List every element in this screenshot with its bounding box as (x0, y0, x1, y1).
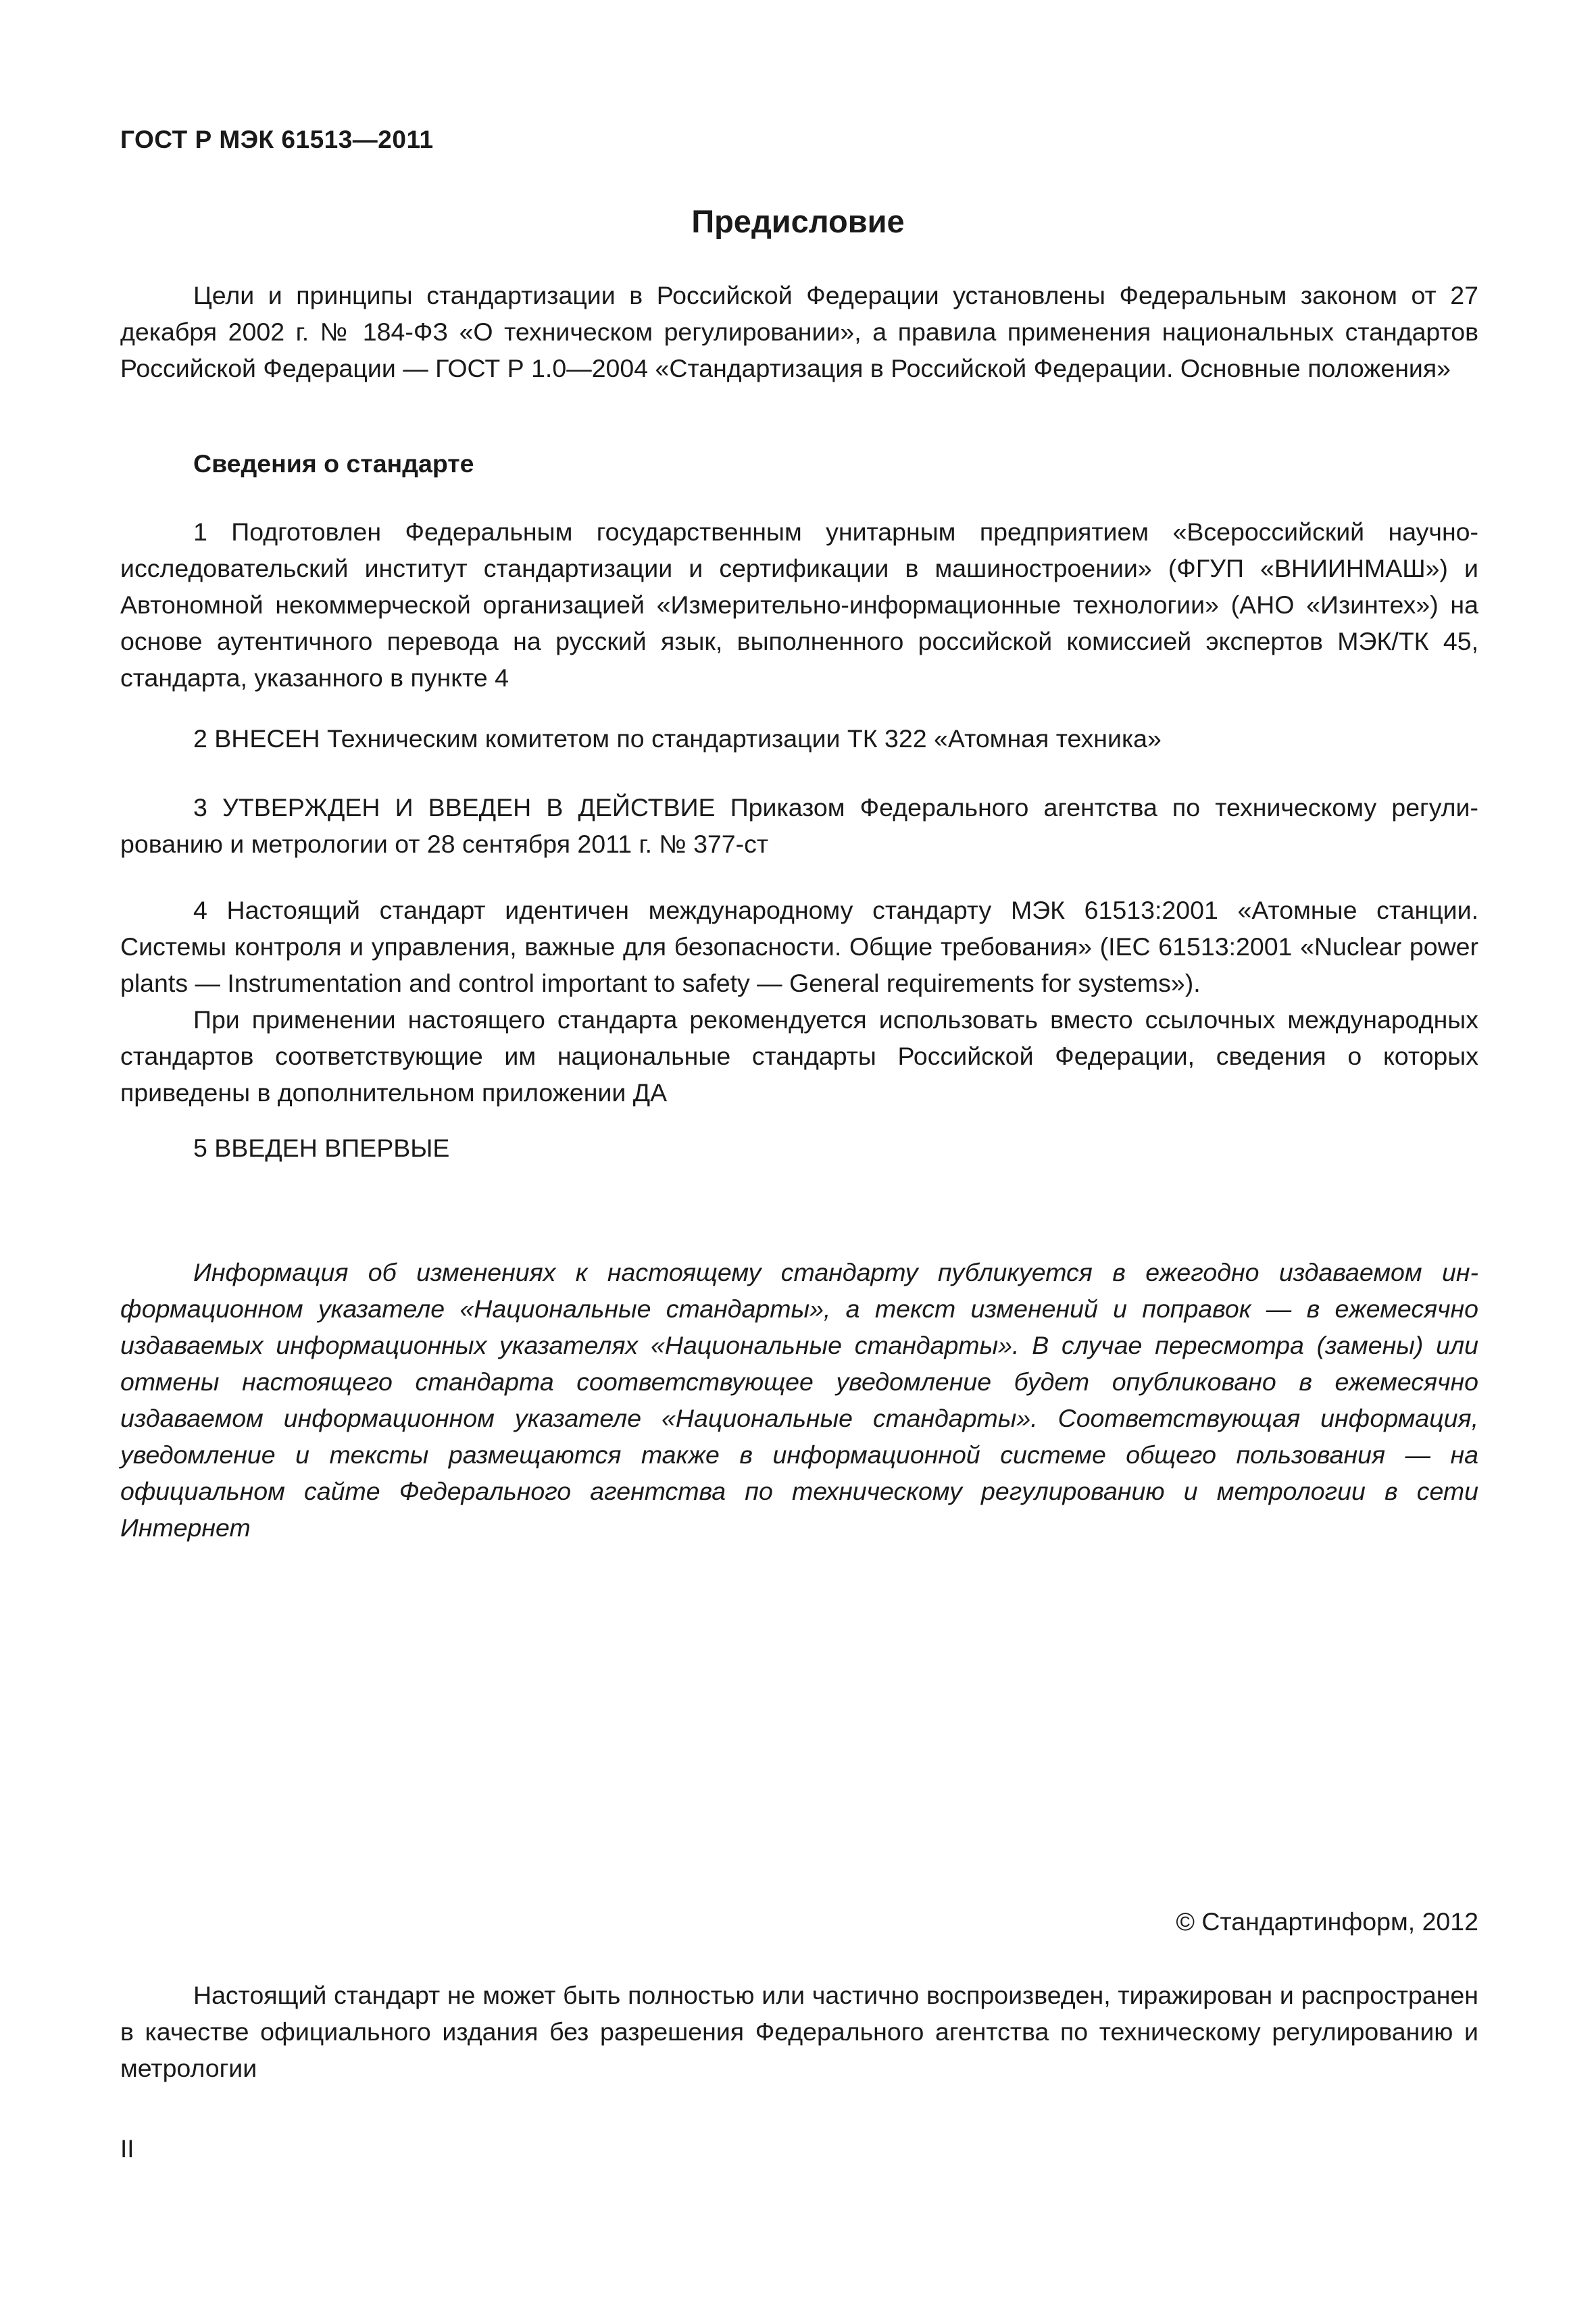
page-number: II (120, 2135, 134, 2163)
item-1-block (120, 513, 1478, 696)
standard-code-header: ГОСТ Р МЭК 61513—2011 (120, 126, 434, 153)
item-4-note-paragraph: При применении настоящего стандарта рекомендуется использовать вместо ссылочных международных стандартов соответствующие им национальные стандарты Российской Федерации, сведения о которых приведены в дополнительном приложении ДА (120, 1005, 1478, 1107)
item-5-paragraph: 5 ВВЕДЕН ВПЕРВЫЕ (193, 1134, 450, 1162)
item-3-block (120, 789, 1478, 862)
item-4-paragraph: 4 Настоящий стандарт идентичен международному стандарту МЭК 61513:2001 «Атомные станции. Системы контроля и управления, важные для безопасности. Общие требования» (IEC 61513:2001 «Nuclear power plants — Instrumentation and control important to safety — General requirements for systems»). (120, 896, 1478, 997)
intro-block (120, 277, 1478, 386)
item-2-paragraph: 2 ВНЕСЕН Техническим комитетом по стандартизации ТК 322 «Атомная техника» (193, 724, 1162, 753)
reproduction-notice-paragraph: Настоящий стандарт не может быть полностью или частично воспроизведен, тиражирован и распространен в качестве официального издания без разрешения Федерального агентства по техническому регулированию и метрологии (120, 1981, 1478, 2082)
section-heading: Сведения о стандарте (193, 449, 474, 478)
item-3-paragraph: 3 УТВЕРЖДЕН И ВВЕДЕН В ДЕЙСТВИЕ Приказом Федерального агентства по техническому регулированию и метрологии от 28 сентября 2011 г. № 377-ст (120, 793, 1478, 858)
copyright-line: © Стандартинформ, 2012 (1176, 1907, 1478, 1936)
info-notice-paragraph: Информация об изменениях к настоящему стандарту публикуется в ежегодно издаваемом информационном указателе «Национальные стандарты», а текст изменений и поправок — в ежемесячно издаваемых информационных указателях «Национальные стандарты». В случае пересмотра (замены) или отмены настоящего стандарта соответствующее уведомление будет опубликовано в ежемесячно издаваемом информационном указателе «Национальные стандарты». Соответствующая информация, уведомление и тексты размещаются также в информационной системе общего пользования — на официальном сайте Федерального агентства по техническому регулированию и метрологии в сети Интернет (120, 1258, 1478, 1542)
item-2-block (120, 720, 1478, 757)
item-4-block (120, 892, 1478, 1111)
intro-paragraph: Цели и принципы стандартизации в Российской Федерации установлены Федеральным законом от 27 декабря 2002 г. № 184-ФЗ «О техническом регулировании», а правила применения национальных стандартов Российской Федерации — ГОСТ Р 1.0—2004 «Стандартизация в Российской Федерации. Основные положения» (120, 281, 1478, 382)
item-1-paragraph: 1 Подготовлен Федеральным государственным унитарным предприятием «Всероссийский научно-исследовательский институт стандартизации и сертификации в машиностроении» (ФГУП «ВНИИНМАШ») и Автономной некоммерческой организацией «Измерительно-информационные технологии» (АНО «Изинтех») на основе аутентичного перевода на русский язык, выполненного российской комиссией экспертов МЭК/ТК 45, стандарта, указанного в пункте 4 (120, 518, 1478, 692)
info-notice-block (120, 1254, 1478, 1546)
item-5-block (120, 1130, 1478, 1166)
page-title: Предисловие (691, 203, 905, 239)
reproduction-notice-block (120, 1977, 1478, 2086)
